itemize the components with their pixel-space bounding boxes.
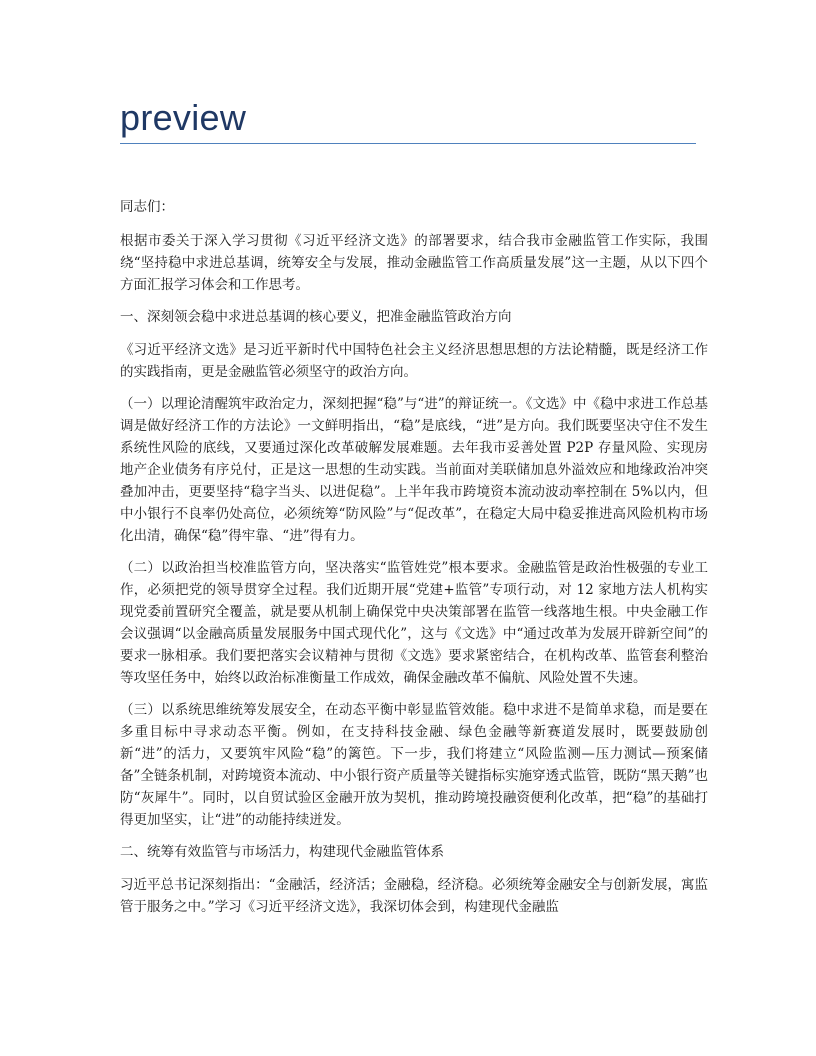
title-divider [120, 143, 696, 144]
section-2-intro-paragraph: 习近平总书记深刻指出：“金融活，经济活；金融稳，经济稳。必须统筹金融安全与创新发展，寓监管于服务之中。”学习《习近平经济文选》，我深切体会到，构建现代金融监 [120, 877, 708, 915]
section-1-point-1-paragraph: （一）以理论清醒筑牢政治定力，深刻把握“稳”与“进”的辩证统一。《文选》中《稳中求进工作总基调是做好经济工作的方法论》一文鲜明指出，“稳”是底线，“进”是方向。我们既要坚决守住不发生系统性风险的底线，又要通过深化改革破解发展难题。去年我市妥善处置 P2P 存量风险、实现房地产企业债务有序兑付，正是这一思想的生动实践。当前面对美联储加息外溢效应和地缘政治冲突叠加冲击，更要坚持“稳字当头、以进促稳”。上半年我市跨境资本流动波动率控制在 5%以内，但中小银行不良率仍处高位，必须统筹“防风险”与“促改革”，在稳定大局中稳妥推进高风险机构市场化出清，确保“稳”得牢靠、“进”得有力。 [120, 396, 708, 544]
section-1-intro-paragraph: 《习近平经济文选》是习近平新时代中国特色社会主义经济思想思想的方法论精髓，既是经济工作的实践指南，更是金融监管必须坚守的政治方向。 [120, 342, 708, 380]
document-body [120, 196, 708, 928]
intro-paragraph: 根据市委关于深入学习贯彻《习近平经济文选》的部署要求，结合我市金融监管工作实际，我围绕“坚持稳中求进总基调，统筹安全与发展，推动金融监管工作高质量发展”这一主题，从以下四个方面汇报学习体会和工作思考。 [120, 233, 708, 293]
section-heading-2: 二、统筹有效监管与市场活力，构建现代金融监管体系 [120, 844, 444, 860]
section-1-point-2-paragraph: （二）以政治担当校准监管方向，坚决落实“监管姓党”根本要求。金融监管是政治性极强的专业工作，必须把党的领导贯穿全过程。我们近期开展“党建+监管”专项行动，对 12 家地方法人机构实现党委前置研究全覆盖，就是要从机制上确保党中央决策部署在监管一线落地生根。中央金融工作会议强调“以金融高质量发展服务中国式现代化”，这与《文选》中“通过改革为发展开辟新空间”的要求一脉相承。我们要把落实会议精神与贯彻《文选》要求紧密结合，在机构改革、监管套利整治等攻坚任务中，始终以政治标准衡量工作成效，确保金融改革不偏航、风险处置不失速。 [120, 560, 708, 686]
section-heading-1: 一、深刻领会稳中求进总基调的核心要义，把准金融监管政治方向 [120, 309, 512, 325]
greeting: 同志们： [120, 199, 174, 215]
document-title: preview [120, 97, 247, 138]
section-1-point-3-paragraph: （三）以系统思维统筹发展安全，在动态平衡中彰显监管效能。稳中求进不是简单求稳，而是要在多重目标中寻求动态平衡。例如，在支持科技金融、绿色金融等新赛道发展时，既要鼓励创新“进”的活力，又要筑牢风险“稳”的篱笆。下一步，我们将建立“风险监测—压力测试—预案储备”全链条机制，对跨境资本流动、中小银行资产质量等关键指标实施穿透式监管，既防“黑天鹅”也防“灰犀牛”。同时，以自贸试验区金融开放为契机，推动跨境投融资便利化改革，把“稳”的基础打得更加坚实，让“进”的动能持续迸发。 [120, 702, 708, 828]
